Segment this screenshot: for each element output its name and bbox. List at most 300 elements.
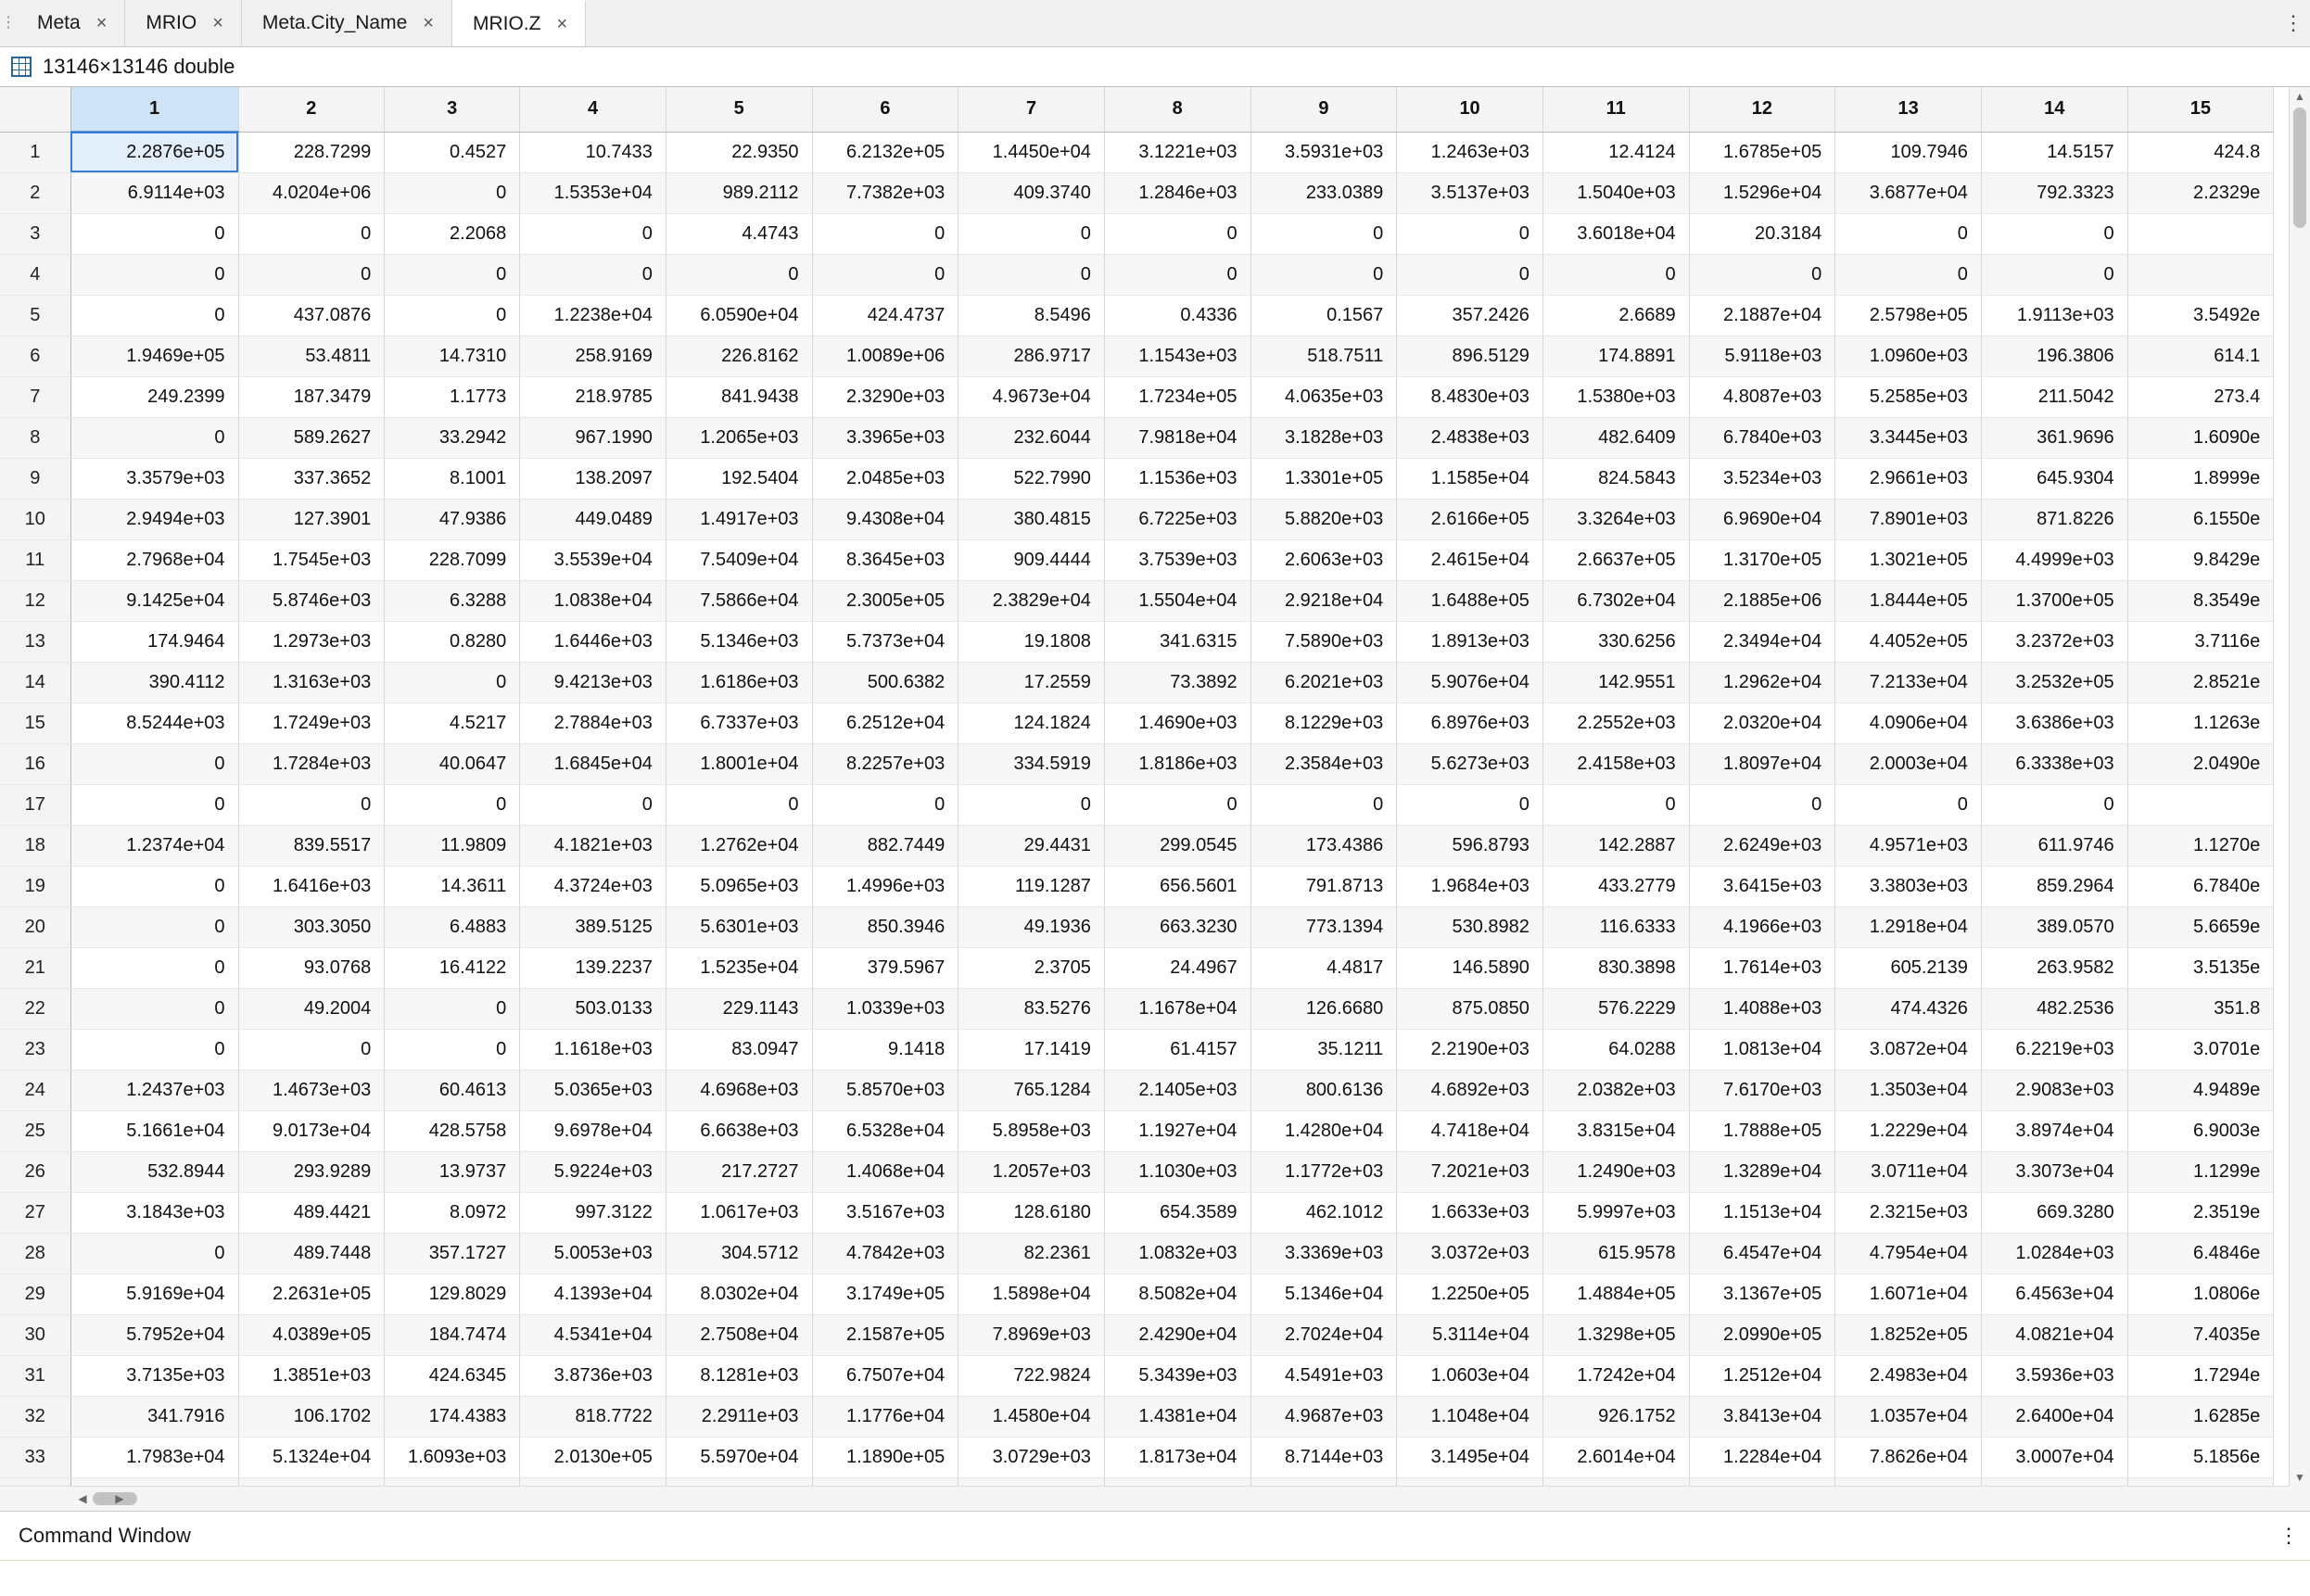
cell-1-1[interactable]: 2.2876e+05 (70, 132, 238, 172)
cell-4-9[interactable]: 0 (1250, 254, 1397, 295)
cell-4-5[interactable]: 0 (666, 254, 812, 295)
cell-27-12[interactable]: 1.1513e+04 (1689, 1192, 1835, 1233)
cell-12-13[interactable]: 1.8444e+05 (1835, 580, 1982, 621)
cell-3-4[interactable]: 0 (520, 213, 666, 254)
cell-12-6[interactable]: 2.3005e+05 (812, 580, 958, 621)
cell-32-10[interactable]: 1.1048e+04 (1397, 1396, 1543, 1437)
close-icon[interactable]: × (95, 13, 108, 33)
cell-29-14[interactable]: 6.4563e+04 (1981, 1273, 2127, 1314)
cell-25-13[interactable]: 1.2229e+04 (1835, 1110, 1982, 1151)
cell-24-6[interactable]: 5.8570e+03 (812, 1070, 958, 1110)
cell-12-2[interactable]: 5.8746e+03 (238, 580, 385, 621)
cell-22-4[interactable]: 503.0133 (520, 988, 666, 1029)
cell-13-13[interactable]: 4.4052e+05 (1835, 621, 1982, 662)
scroll-left-arrow-icon[interactable]: ◀ (78, 1492, 87, 1505)
cell-3-3[interactable]: 2.2068 (385, 213, 520, 254)
cell-6-14[interactable]: 196.3806 (1981, 336, 2127, 376)
cell-5-2[interactable]: 437.0876 (238, 295, 385, 336)
row-header-13[interactable]: 13 (0, 621, 70, 662)
cell-20-7[interactable]: 49.1936 (958, 906, 1105, 947)
table-row[interactable] (0, 988, 2274, 1029)
cell-7-14[interactable]: 211.5042 (1981, 376, 2127, 417)
cell-24-15[interactable]: 4.9489e (2127, 1070, 2274, 1110)
cell-27-8[interactable]: 654.3589 (1104, 1192, 1250, 1233)
cell-31-8[interactable]: 5.3439e+03 (1104, 1355, 1250, 1396)
row-header-24[interactable]: 24 (0, 1070, 70, 1110)
cell-30-15[interactable]: 7.4035e (2127, 1314, 2274, 1355)
cell-24-12[interactable]: 7.6170e+03 (1689, 1070, 1835, 1110)
cell-9-13[interactable]: 2.9661e+03 (1835, 458, 1982, 499)
cell-25-15[interactable]: 6.9003e (2127, 1110, 2274, 1151)
cell-14-7[interactable]: 17.2559 (958, 662, 1105, 703)
cell-13-8[interactable]: 341.6315 (1104, 621, 1250, 662)
cell-30-14[interactable]: 4.0821e+04 (1981, 1314, 2127, 1355)
cell-33-13[interactable]: 7.8626e+04 (1835, 1437, 1982, 1477)
cell-15-13[interactable]: 4.0906e+04 (1835, 703, 1982, 743)
cell-27-7[interactable]: 128.6180 (958, 1192, 1105, 1233)
scroll-down-arrow-icon[interactable]: ▼ (2294, 1471, 2305, 1484)
drag-grip-icon[interactable]: ⋮ (1, 15, 16, 31)
cell-4-7[interactable]: 0 (958, 254, 1105, 295)
cell-26-14[interactable]: 3.3073e+04 (1981, 1151, 2127, 1192)
table-row[interactable] (0, 417, 2274, 458)
cell-28-1[interactable]: 0 (70, 1233, 238, 1273)
cell-3-7[interactable]: 0 (958, 213, 1105, 254)
cell-27-5[interactable]: 1.0617e+03 (666, 1192, 812, 1233)
cell-32-4[interactable]: 818.7722 (520, 1396, 666, 1437)
cell-4-11[interactable]: 0 (1542, 254, 1689, 295)
table-row[interactable] (0, 458, 2274, 499)
column-header-5[interactable]: 5 (666, 87, 812, 132)
cell-21-15[interactable]: 3.5135e (2127, 947, 2274, 988)
cell-33-2[interactable]: 5.1324e+04 (238, 1437, 385, 1477)
cell-17-5[interactable]: 0 (666, 784, 812, 825)
cell-4-1[interactable]: 0 (70, 254, 238, 295)
table-row[interactable] (0, 947, 2274, 988)
cell-4-3[interactable]: 0 (385, 254, 520, 295)
cell-12-10[interactable]: 1.6488e+05 (1397, 580, 1543, 621)
cell-24-13[interactable]: 1.3503e+04 (1835, 1070, 1982, 1110)
cell-20-8[interactable]: 663.3230 (1104, 906, 1250, 947)
cell-11-11[interactable]: 2.6637e+05 (1542, 539, 1689, 580)
cell-16-8[interactable]: 1.8186e+03 (1104, 743, 1250, 784)
cell-1-8[interactable]: 3.1221e+03 (1104, 132, 1250, 172)
cell-1-3[interactable]: 0.4527 (385, 132, 520, 172)
cell-17-1[interactable]: 0 (70, 784, 238, 825)
cell-24-7[interactable]: 765.1284 (958, 1070, 1105, 1110)
cell-16-12[interactable]: 1.8097e+04 (1689, 743, 1835, 784)
cell-32-15[interactable]: 1.6285e (2127, 1396, 2274, 1437)
cell-1-13[interactable]: 109.7946 (1835, 132, 1982, 172)
cell-7-10[interactable]: 8.4830e+03 (1397, 376, 1543, 417)
cell-31-7[interactable]: 722.9824 (958, 1355, 1105, 1396)
cell-19-6[interactable]: 1.4996e+03 (812, 866, 958, 906)
cell-16-14[interactable]: 6.3338e+03 (1981, 743, 2127, 784)
cell-31-1[interactable]: 3.7135e+03 (70, 1355, 238, 1396)
cell-12-1[interactable]: 9.1425e+04 (70, 580, 238, 621)
cell-15-12[interactable]: 2.0320e+04 (1689, 703, 1835, 743)
cell-21-1[interactable]: 0 (70, 947, 238, 988)
cell-14-4[interactable]: 9.4213e+03 (520, 662, 666, 703)
cell-12-8[interactable]: 1.5504e+04 (1104, 580, 1250, 621)
cell-7-11[interactable]: 1.5380e+03 (1542, 376, 1689, 417)
cell-26-5[interactable]: 217.2727 (666, 1151, 812, 1192)
cell-31-4[interactable]: 3.8736e+03 (520, 1355, 666, 1396)
row-header-19[interactable]: 19 (0, 866, 70, 906)
row-header-21[interactable]: 21 (0, 947, 70, 988)
row-header-27[interactable]: 27 (0, 1192, 70, 1233)
cell-20-11[interactable]: 116.6333 (1542, 906, 1689, 947)
cell-8-12[interactable]: 6.7840e+03 (1689, 417, 1835, 458)
cell-33-6[interactable]: 1.1890e+05 (812, 1437, 958, 1477)
row-header-15[interactable]: 15 (0, 703, 70, 743)
row-header-28[interactable]: 28 (0, 1233, 70, 1273)
vertical-scrollbar[interactable] (2289, 87, 2310, 1511)
cell-15-4[interactable]: 2.7884e+03 (520, 703, 666, 743)
row-header-4[interactable]: 4 (0, 254, 70, 295)
cell-26-15[interactable]: 1.1299e (2127, 1151, 2274, 1192)
cell-9-9[interactable]: 1.3301e+05 (1250, 458, 1397, 499)
cell-22-8[interactable]: 1.1678e+04 (1104, 988, 1250, 1029)
row-header-32[interactable]: 32 (0, 1396, 70, 1437)
cell-1-10[interactable]: 1.2463e+03 (1397, 132, 1543, 172)
cell-30-11[interactable]: 1.3298e+05 (1542, 1314, 1689, 1355)
cell-17-2[interactable]: 0 (238, 784, 385, 825)
row-header-7[interactable]: 7 (0, 376, 70, 417)
cell-10-13[interactable]: 7.8901e+03 (1835, 499, 1982, 539)
cell-8-4[interactable]: 967.1990 (520, 417, 666, 458)
cell-22-14[interactable]: 482.2536 (1981, 988, 2127, 1029)
cell-1-11[interactable]: 12.4124 (1542, 132, 1689, 172)
row-header-9[interactable]: 9 (0, 458, 70, 499)
cell-10-3[interactable]: 47.9386 (385, 499, 520, 539)
row-header-8[interactable]: 8 (0, 417, 70, 458)
cell-21-12[interactable]: 1.7614e+03 (1689, 947, 1835, 988)
column-header-3[interactable]: 3 (385, 87, 520, 132)
cell-4-13[interactable]: 0 (1835, 254, 1982, 295)
cell-9-15[interactable]: 1.8999e (2127, 458, 2274, 499)
row-header-23[interactable]: 23 (0, 1029, 70, 1070)
cell-22-5[interactable]: 229.1143 (666, 988, 812, 1029)
cell-20-14[interactable]: 389.0570 (1981, 906, 2127, 947)
cell-3-15[interactable] (2127, 213, 2274, 254)
cell-24-9[interactable]: 800.6136 (1250, 1070, 1397, 1110)
cell-25-2[interactable]: 9.0173e+04 (238, 1110, 385, 1151)
cell-21-9[interactable]: 4.4817 (1250, 947, 1397, 988)
cell-12-4[interactable]: 1.0838e+04 (520, 580, 666, 621)
cell-3-8[interactable]: 0 (1104, 213, 1250, 254)
cell-9-2[interactable]: 337.3652 (238, 458, 385, 499)
cell-13-14[interactable]: 3.2372e+03 (1981, 621, 2127, 662)
cell-17-3[interactable]: 0 (385, 784, 520, 825)
row-header-31[interactable]: 31 (0, 1355, 70, 1396)
cell-18-5[interactable]: 1.2762e+04 (666, 825, 812, 866)
cell-33-10[interactable]: 3.1495e+04 (1397, 1437, 1543, 1477)
cell-15-15[interactable]: 1.1263e (2127, 703, 2274, 743)
cell-13-3[interactable]: 0.8280 (385, 621, 520, 662)
cell-19-11[interactable]: 433.2779 (1542, 866, 1689, 906)
cell-4-4[interactable]: 0 (520, 254, 666, 295)
cell-10-4[interactable]: 449.0489 (520, 499, 666, 539)
cell-28-6[interactable]: 4.7842e+03 (812, 1233, 958, 1273)
cell-3-11[interactable]: 3.6018e+04 (1542, 213, 1689, 254)
cell-29-2[interactable]: 2.2631e+05 (238, 1273, 385, 1314)
row-header-26[interactable]: 26 (0, 1151, 70, 1192)
cell-19-13[interactable]: 3.3803e+03 (1835, 866, 1982, 906)
column-header-12[interactable]: 12 (1689, 87, 1835, 132)
cell-31-14[interactable]: 3.5936e+03 (1981, 1355, 2127, 1396)
cell-25-7[interactable]: 5.8958e+03 (958, 1110, 1105, 1151)
cell-14-1[interactable]: 390.4112 (70, 662, 238, 703)
row-header-14[interactable]: 14 (0, 662, 70, 703)
cell-17-13[interactable]: 0 (1835, 784, 1982, 825)
cell-3-10[interactable]: 0 (1397, 213, 1543, 254)
cell-11-6[interactable]: 8.3645e+03 (812, 539, 958, 580)
cell-11-5[interactable]: 7.5409e+04 (666, 539, 812, 580)
cell-31-9[interactable]: 4.5491e+03 (1250, 1355, 1397, 1396)
cell-33-3[interactable]: 1.6093e+03 (385, 1437, 520, 1477)
cell-13-11[interactable]: 330.6256 (1542, 621, 1689, 662)
cell-17-12[interactable]: 0 (1689, 784, 1835, 825)
cell-33-5[interactable]: 5.5970e+04 (666, 1437, 812, 1477)
cell-18-14[interactable]: 611.9746 (1981, 825, 2127, 866)
row-header-5[interactable]: 5 (0, 295, 70, 336)
cell-25-4[interactable]: 9.6978e+04 (520, 1110, 666, 1151)
cell-17-10[interactable]: 0 (1397, 784, 1543, 825)
cell-6-11[interactable]: 174.8891 (1542, 336, 1689, 376)
cell-2-8[interactable]: 1.2846e+03 (1104, 172, 1250, 213)
cell-12-15[interactable]: 8.3549e (2127, 580, 2274, 621)
cell-22-1[interactable]: 0 (70, 988, 238, 1029)
cell-33-11[interactable]: 2.6014e+04 (1542, 1437, 1689, 1477)
row-header-25[interactable]: 25 (0, 1110, 70, 1151)
cell-8-9[interactable]: 3.1828e+03 (1250, 417, 1397, 458)
column-header-13[interactable]: 13 (1835, 87, 1982, 132)
cell-19-15[interactable]: 6.7840e (2127, 866, 2274, 906)
cell-5-13[interactable]: 2.5798e+05 (1835, 295, 1982, 336)
cell-21-5[interactable]: 1.5235e+04 (666, 947, 812, 988)
cell-13-5[interactable]: 5.1346e+03 (666, 621, 812, 662)
cell-27-2[interactable]: 489.4421 (238, 1192, 385, 1233)
table-row[interactable] (0, 132, 2274, 172)
cell-26-3[interactable]: 13.9737 (385, 1151, 520, 1192)
close-icon[interactable]: × (556, 14, 568, 34)
row-header-2[interactable]: 2 (0, 172, 70, 213)
column-header-10[interactable]: 10 (1397, 87, 1543, 132)
cell-1-5[interactable]: 22.9350 (666, 132, 812, 172)
cell-16-7[interactable]: 334.5919 (958, 743, 1105, 784)
row-header-11[interactable]: 11 (0, 539, 70, 580)
cell-30-3[interactable]: 184.7474 (385, 1314, 520, 1355)
cell-28-4[interactable]: 5.0053e+03 (520, 1233, 666, 1273)
cell-15-5[interactable]: 6.7337e+03 (666, 703, 812, 743)
cell-14-14[interactable]: 3.2532e+05 (1981, 662, 2127, 703)
cell-1-14[interactable]: 14.5157 (1981, 132, 2127, 172)
cell-6-7[interactable]: 286.9717 (958, 336, 1105, 376)
column-header-7[interactable]: 7 (958, 87, 1105, 132)
cell-3-13[interactable]: 0 (1835, 213, 1982, 254)
cell-8-7[interactable]: 232.6044 (958, 417, 1105, 458)
cell-18-7[interactable]: 29.4431 (958, 825, 1105, 866)
cell-21-11[interactable]: 830.3898 (1542, 947, 1689, 988)
cell-21-14[interactable]: 263.9582 (1981, 947, 2127, 988)
cell-29-11[interactable]: 1.4884e+05 (1542, 1273, 1689, 1314)
cell-33-1[interactable]: 1.7983e+04 (70, 1437, 238, 1477)
cell-14-3[interactable]: 0 (385, 662, 520, 703)
row-header-18[interactable]: 18 (0, 825, 70, 866)
cell-32-5[interactable]: 2.2911e+03 (666, 1396, 812, 1437)
cell-23-10[interactable]: 2.2190e+03 (1397, 1029, 1543, 1070)
row-header-29[interactable]: 29 (0, 1273, 70, 1314)
cell-15-2[interactable]: 1.7249e+03 (238, 703, 385, 743)
cell-15-7[interactable]: 124.1824 (958, 703, 1105, 743)
scroll-right-arrow-icon[interactable]: ▶ (115, 1492, 124, 1505)
cell-32-7[interactable]: 1.4580e+04 (958, 1396, 1105, 1437)
cell-9-12[interactable]: 3.5234e+03 (1689, 458, 1835, 499)
cell-6-3[interactable]: 14.7310 (385, 336, 520, 376)
cell-13-4[interactable]: 1.6446e+03 (520, 621, 666, 662)
cell-13-10[interactable]: 1.8913e+03 (1397, 621, 1543, 662)
cell-17-15[interactable] (2127, 784, 2274, 825)
cell-30-10[interactable]: 5.3114e+04 (1397, 1314, 1543, 1355)
cell-4-2[interactable]: 0 (238, 254, 385, 295)
cell-5-3[interactable]: 0 (385, 295, 520, 336)
table-row[interactable] (0, 1355, 2274, 1396)
cell-28-15[interactable]: 6.4846e (2127, 1233, 2274, 1273)
command-window-header[interactable] (0, 1511, 2310, 1560)
column-header-14[interactable]: 14 (1981, 87, 2127, 132)
cell-25-14[interactable]: 3.8974e+04 (1981, 1110, 2127, 1151)
cell-8-6[interactable]: 3.3965e+03 (812, 417, 958, 458)
column-header-9[interactable]: 9 (1250, 87, 1397, 132)
cell-10-8[interactable]: 6.7225e+03 (1104, 499, 1250, 539)
cell-29-6[interactable]: 3.1749e+05 (812, 1273, 958, 1314)
cell-14-8[interactable]: 73.3892 (1104, 662, 1250, 703)
cell-10-12[interactable]: 6.9690e+04 (1689, 499, 1835, 539)
table-row[interactable] (0, 1192, 2274, 1233)
cell-14-2[interactable]: 1.3163e+03 (238, 662, 385, 703)
cell-25-5[interactable]: 6.6638e+03 (666, 1110, 812, 1151)
cell-6-13[interactable]: 1.0960e+03 (1835, 336, 1982, 376)
cell-2-4[interactable]: 1.5353e+04 (520, 172, 666, 213)
cell-20-4[interactable]: 389.5125 (520, 906, 666, 947)
cell-9-8[interactable]: 1.1536e+03 (1104, 458, 1250, 499)
tab-meta[interactable] (17, 0, 125, 46)
cell-26-2[interactable]: 293.9289 (238, 1151, 385, 1192)
cell-25-12[interactable]: 1.7888e+05 (1689, 1110, 1835, 1151)
cell-28-8[interactable]: 1.0832e+03 (1104, 1233, 1250, 1273)
row-header-22[interactable]: 22 (0, 988, 70, 1029)
cell-25-3[interactable]: 428.5758 (385, 1110, 520, 1151)
cell-17-14[interactable]: 0 (1981, 784, 2127, 825)
cell-8-5[interactable]: 1.2065e+03 (666, 417, 812, 458)
cell-22-7[interactable]: 83.5276 (958, 988, 1105, 1029)
cell-6-15[interactable]: 614.1 (2127, 336, 2274, 376)
cell-24-2[interactable]: 1.4673e+03 (238, 1070, 385, 1110)
corner-header[interactable] (0, 87, 70, 132)
cell-28-11[interactable]: 615.9578 (1542, 1233, 1689, 1273)
cell-22-15[interactable]: 351.8 (2127, 988, 2274, 1029)
cell-14-11[interactable]: 142.9551 (1542, 662, 1689, 703)
table-row[interactable] (0, 703, 2274, 743)
command-window-input[interactable] (0, 1560, 2310, 1596)
cell-23-5[interactable]: 83.0947 (666, 1029, 812, 1070)
cell-21-8[interactable]: 24.4967 (1104, 947, 1250, 988)
cell-10-7[interactable]: 380.4815 (958, 499, 1105, 539)
tab-meta-city-name[interactable] (242, 0, 452, 46)
cell-29-1[interactable]: 5.9169e+04 (70, 1273, 238, 1314)
cell-11-14[interactable]: 4.4999e+03 (1981, 539, 2127, 580)
cell-12-5[interactable]: 7.5866e+04 (666, 580, 812, 621)
cell-8-13[interactable]: 3.3445e+03 (1835, 417, 1982, 458)
cell-33-14[interactable]: 3.0007e+04 (1981, 1437, 2127, 1477)
cell-9-1[interactable]: 3.3579e+03 (70, 458, 238, 499)
cell-9-7[interactable]: 522.7990 (958, 458, 1105, 499)
table-row[interactable] (0, 662, 2274, 703)
cell-30-2[interactable]: 4.0389e+05 (238, 1314, 385, 1355)
cell-2-15[interactable]: 2.2329e (2127, 172, 2274, 213)
cell-19-3[interactable]: 14.3611 (385, 866, 520, 906)
cell-10-14[interactable]: 871.8226 (1981, 499, 2127, 539)
cell-7-8[interactable]: 1.7234e+05 (1104, 376, 1250, 417)
table-row[interactable] (0, 1396, 2274, 1437)
column-header-1[interactable]: 1 (70, 87, 238, 132)
cell-17-9[interactable]: 0 (1250, 784, 1397, 825)
cell-15-9[interactable]: 8.1229e+03 (1250, 703, 1397, 743)
cell-28-3[interactable]: 357.1727 (385, 1233, 520, 1273)
cell-20-3[interactable]: 6.4883 (385, 906, 520, 947)
cell-2-9[interactable]: 233.0389 (1250, 172, 1397, 213)
cell-27-4[interactable]: 997.3122 (520, 1192, 666, 1233)
cell-1-7[interactable]: 1.4450e+04 (958, 132, 1105, 172)
cell-3-12[interactable]: 20.3184 (1689, 213, 1835, 254)
cell-24-5[interactable]: 4.6968e+03 (666, 1070, 812, 1110)
cell-8-14[interactable]: 361.9696 (1981, 417, 2127, 458)
table-row[interactable] (0, 1437, 2274, 1477)
cell-7-15[interactable]: 273.4 (2127, 376, 2274, 417)
cell-15-11[interactable]: 2.2552e+03 (1542, 703, 1689, 743)
cell-30-12[interactable]: 2.0990e+05 (1689, 1314, 1835, 1355)
column-header-2[interactable]: 2 (238, 87, 385, 132)
table-row[interactable] (0, 1314, 2274, 1355)
row-header-3[interactable]: 3 (0, 213, 70, 254)
cell-23-11[interactable]: 64.0288 (1542, 1029, 1689, 1070)
cell-31-6[interactable]: 6.7507e+04 (812, 1355, 958, 1396)
column-header-15[interactable]: 15 (2127, 87, 2274, 132)
cell-32-9[interactable]: 4.9687e+03 (1250, 1396, 1397, 1437)
cell-19-12[interactable]: 3.6415e+03 (1689, 866, 1835, 906)
cell-16-10[interactable]: 5.6273e+03 (1397, 743, 1543, 784)
cell-22-11[interactable]: 576.2229 (1542, 988, 1689, 1029)
table-row[interactable] (0, 254, 2274, 295)
cell-14-10[interactable]: 5.9076e+04 (1397, 662, 1543, 703)
cell-20-9[interactable]: 773.1394 (1250, 906, 1397, 947)
cell-2-6[interactable]: 7.7382e+03 (812, 172, 958, 213)
tab-mrio-z[interactable] (452, 0, 586, 46)
cell-10-6[interactable]: 9.4308e+04 (812, 499, 958, 539)
cell-30-6[interactable]: 2.1587e+05 (812, 1314, 958, 1355)
cell-15-10[interactable]: 6.8976e+03 (1397, 703, 1543, 743)
cell-14-13[interactable]: 7.2133e+04 (1835, 662, 1982, 703)
table-row[interactable] (0, 1233, 2274, 1273)
cell-12-9[interactable]: 2.9218e+04 (1250, 580, 1397, 621)
scroll-up-arrow-icon[interactable]: ▲ (2294, 90, 2305, 103)
cell-13-1[interactable]: 174.9464 (70, 621, 238, 662)
cell-21-13[interactable]: 605.2139 (1835, 947, 1982, 988)
cell-29-15[interactable]: 1.0806e (2127, 1273, 2274, 1314)
cell-26-4[interactable]: 5.9224e+03 (520, 1151, 666, 1192)
cell-9-10[interactable]: 1.1585e+04 (1397, 458, 1543, 499)
